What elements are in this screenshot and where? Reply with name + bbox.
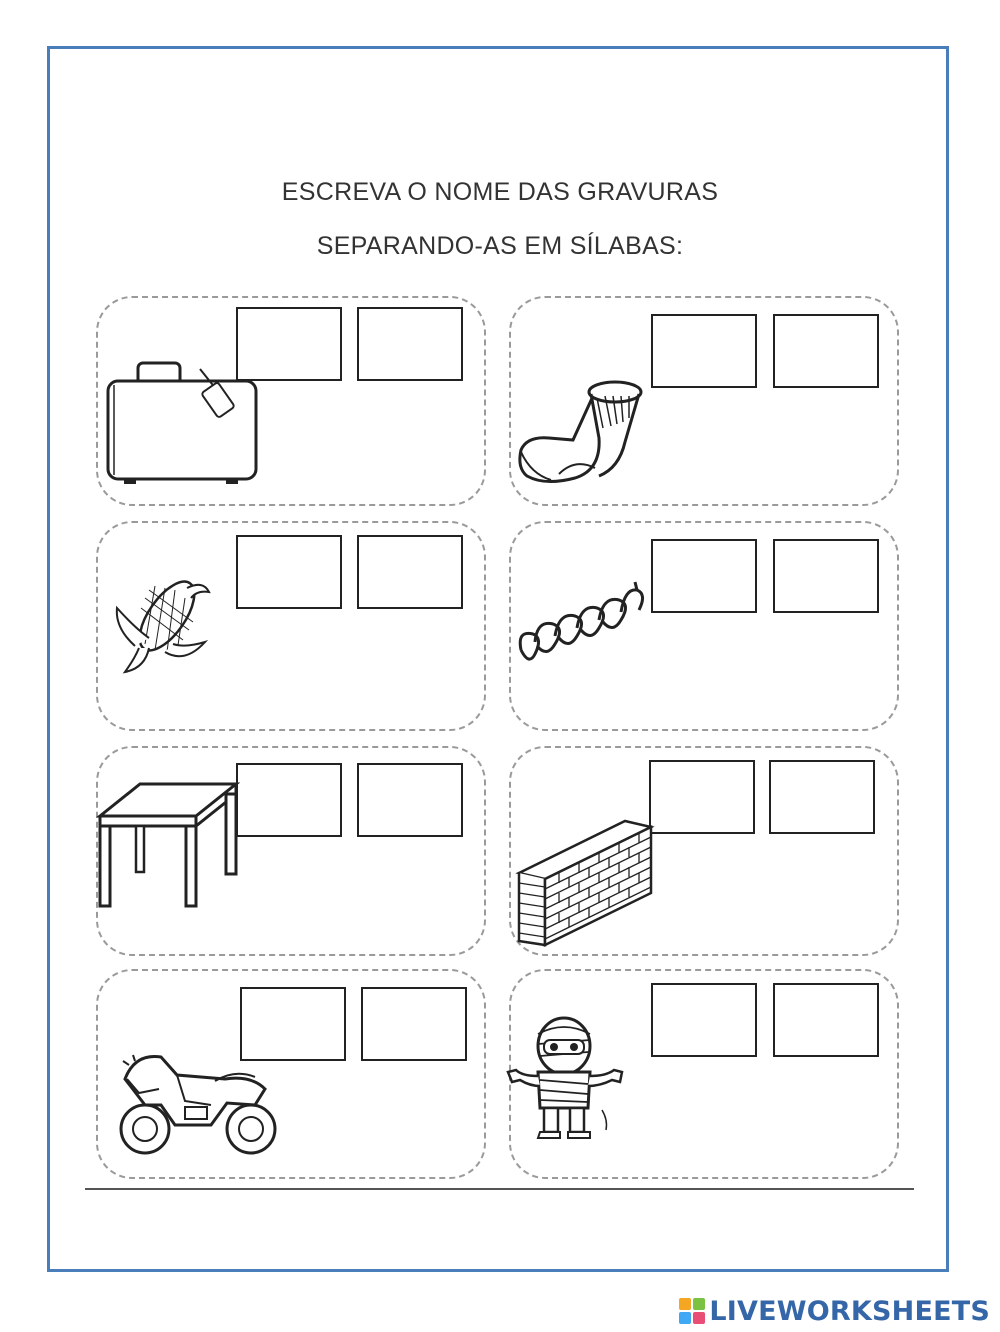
worksheet-title: ESCREVA O NOME DAS GRAVURAS bbox=[281, 178, 719, 206]
syllable-box-16[interactable] bbox=[773, 983, 879, 1057]
worksheet-bottom-line bbox=[85, 1188, 914, 1190]
table-icon bbox=[96, 780, 241, 910]
liveworksheets-logo-icon bbox=[679, 1298, 705, 1324]
syllable-box-15[interactable] bbox=[651, 983, 757, 1057]
liveworksheets-brand bbox=[679, 1294, 990, 1328]
mummy-icon bbox=[502, 1010, 647, 1142]
brand-name: LIVEWORKSHEETS bbox=[709, 1295, 990, 1327]
brick-wall-icon bbox=[515, 817, 655, 947]
syllable-box-4[interactable] bbox=[773, 314, 879, 388]
worksheet-subtitle: SEPARANDO-AS EM SÍLABAS: bbox=[316, 232, 684, 260]
sock-icon bbox=[515, 378, 650, 488]
syllable-box-14[interactable] bbox=[361, 987, 467, 1061]
syllable-box-6[interactable] bbox=[357, 535, 463, 609]
syllable-box-9[interactable] bbox=[236, 763, 342, 837]
syllable-box-11[interactable] bbox=[649, 760, 755, 834]
suitcase-icon bbox=[104, 355, 264, 490]
syllable-box-10[interactable] bbox=[357, 763, 463, 837]
syllable-box-7[interactable] bbox=[651, 539, 757, 613]
syllable-box-8[interactable] bbox=[773, 539, 879, 613]
corn-icon bbox=[105, 568, 215, 678]
syllable-box-5[interactable] bbox=[236, 535, 342, 609]
syllable-box-2[interactable] bbox=[357, 307, 463, 381]
syllable-box-3[interactable] bbox=[651, 314, 757, 388]
motorcycle-icon bbox=[115, 1045, 280, 1157]
syllable-box-12[interactable] bbox=[769, 760, 875, 834]
spring-icon bbox=[513, 580, 653, 670]
